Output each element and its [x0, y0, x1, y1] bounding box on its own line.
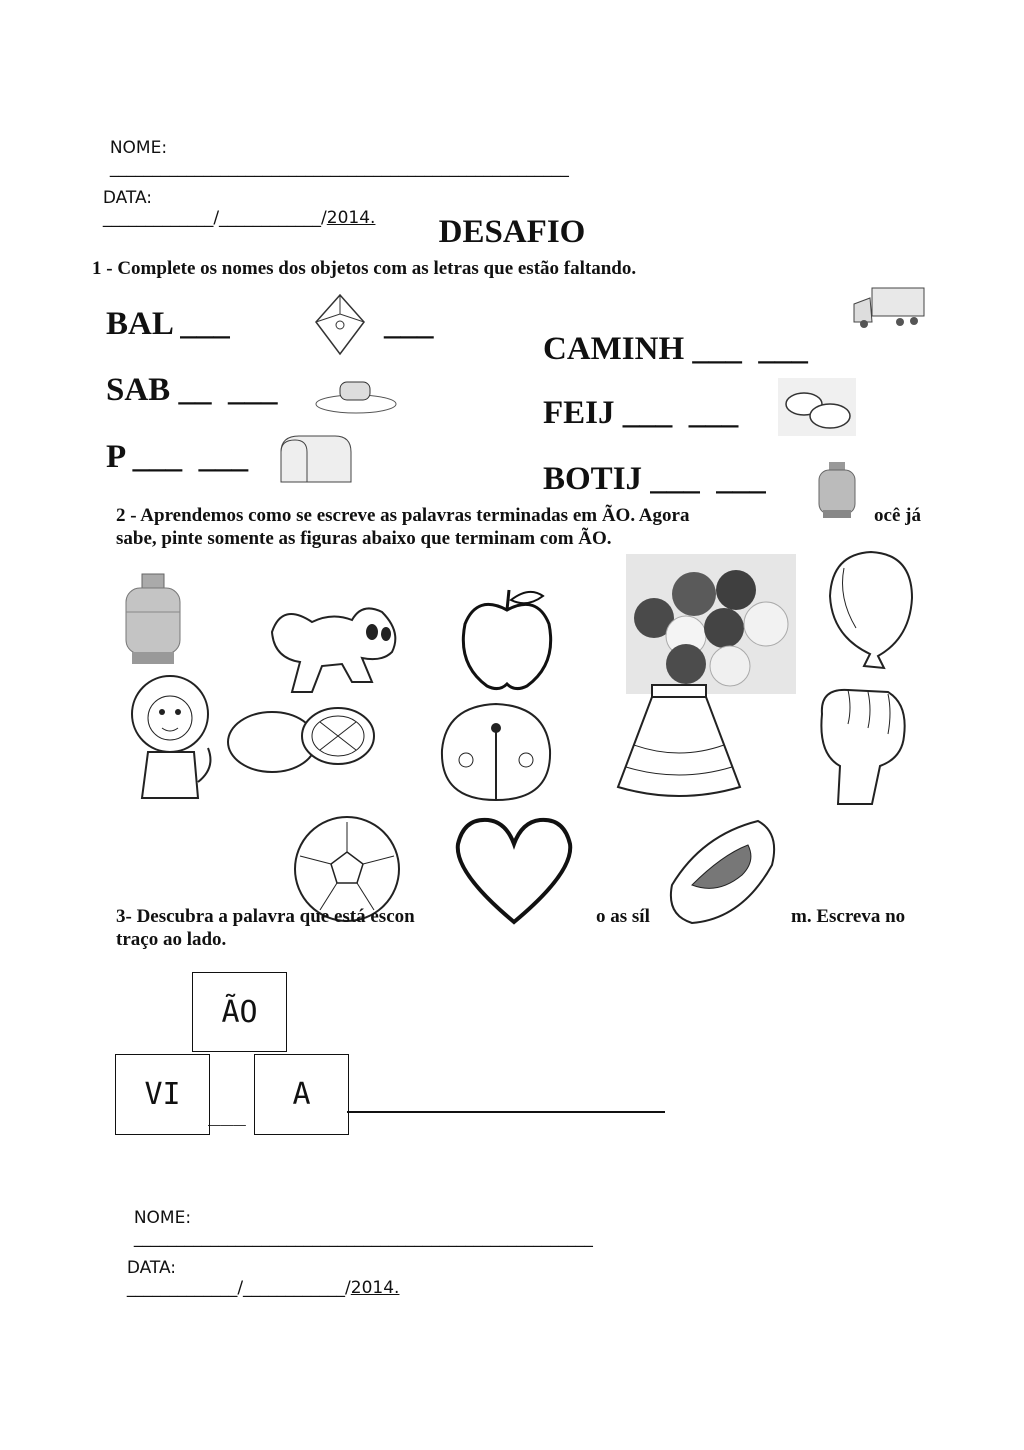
- q2-line1: 2 - Aprendemos como se escreve as palavras terminadas em ÃO. Agora: [116, 505, 690, 526]
- data-label: DATA:: [102, 188, 153, 208]
- balloon-figure[interactable]: [826, 548, 916, 672]
- footer-data-label: DATA:: [126, 1258, 177, 1278]
- footer-data-row: [116, 1238, 399, 1298]
- puppy-figure[interactable]: [262, 582, 412, 700]
- bread-icon: [275, 432, 355, 488]
- q3-part1: 3- Descubra a palavra que está escon: [116, 906, 415, 927]
- syllable-box-ao: ÃO: [192, 972, 287, 1052]
- buttons-figure[interactable]: [626, 554, 796, 694]
- between-blank: ___: [208, 1102, 246, 1126]
- footer-data-year: 2014.: [350, 1278, 400, 1298]
- word-caminhao[interactable]: CAMINH ___ ___: [543, 331, 808, 367]
- q3-part3: m. Escreva no: [791, 906, 906, 927]
- soap-icon: [312, 376, 398, 416]
- word-botijao[interactable]: BOTIJ ___ ___: [543, 461, 766, 497]
- word-pao[interactable]: P ___ ___: [106, 439, 249, 475]
- footer-data-blank[interactable]: _____________/____________/: [126, 1278, 351, 1298]
- lemon-figure[interactable]: [220, 700, 380, 778]
- peacock-figure[interactable]: [436, 700, 556, 810]
- syllable-box-vi: VI: [115, 1054, 210, 1135]
- data-year: 2014.: [326, 208, 376, 228]
- footer-nome-blank[interactable]: ______________________________________________________: [133, 1228, 593, 1248]
- q2-line2: sabe, pinte somente as figuras abaixo que terminam com ÃO.: [116, 528, 612, 549]
- answer-line[interactable]: [347, 1101, 665, 1113]
- q2-line1-end: ocê já: [874, 505, 921, 526]
- beans-icon: [778, 378, 856, 436]
- q3-line2: traço ao lado.: [116, 929, 227, 950]
- truck-icon: [850, 284, 926, 330]
- q1-instruction: 1 - Complete os nomes dos objetos com as letras que estão faltando.: [92, 258, 637, 279]
- lion-figure[interactable]: [128, 672, 218, 806]
- skirt-figure[interactable]: [612, 683, 746, 805]
- diamond-balloon-icon: [312, 292, 368, 358]
- word-balao[interactable]: BAL ___: [106, 306, 230, 342]
- page-title: DESAFIO: [438, 214, 586, 250]
- nome-blank[interactable]: ______________________________________________________: [109, 158, 569, 178]
- syllable-box-a: A: [254, 1054, 349, 1135]
- word-sabao[interactable]: SAB __ ___: [106, 372, 278, 408]
- nome-label: NOME:: [109, 138, 168, 158]
- gas-cylinder-figure[interactable]: [120, 572, 186, 668]
- q3-instruction: [116, 905, 916, 951]
- data-blank[interactable]: _____________/____________/: [102, 208, 327, 228]
- fist-figure[interactable]: [808, 684, 912, 810]
- word-feijao[interactable]: FEIJ ___ ___: [543, 395, 739, 431]
- q3-part2: o as síl: [596, 906, 650, 927]
- q2-instruction: [116, 504, 921, 550]
- footer-nome-label: NOME:: [133, 1208, 192, 1228]
- word-balao-end[interactable]: ___: [384, 306, 434, 342]
- apple-figure[interactable]: [457, 584, 557, 694]
